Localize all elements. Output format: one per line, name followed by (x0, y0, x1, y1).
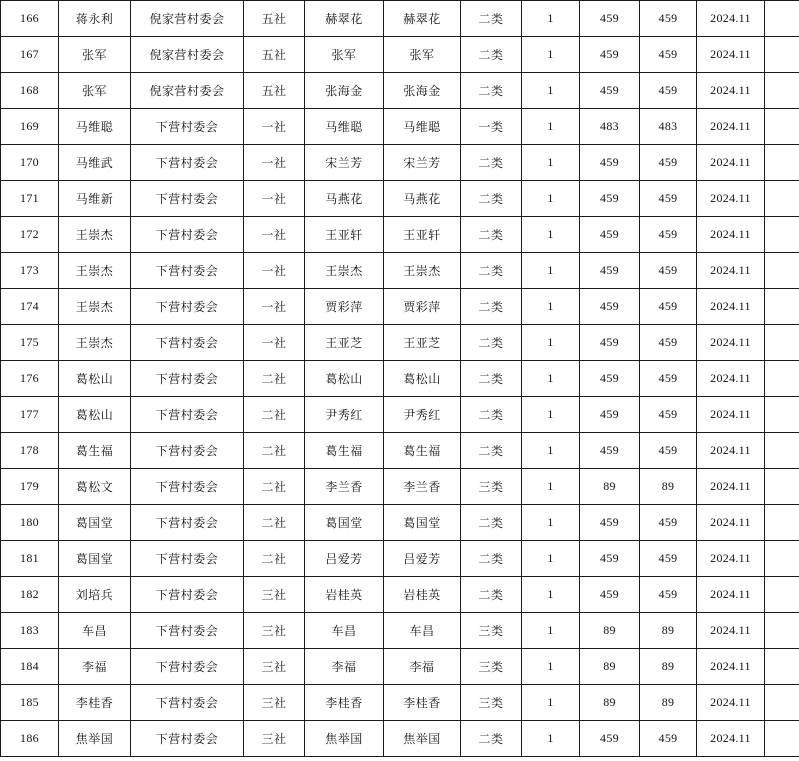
table-row (1, 37, 799, 73)
group-cell: 二社 (244, 397, 305, 433)
household-head-cell: 张军 (59, 37, 131, 73)
group-cell: 三社 (244, 577, 305, 613)
category-cell: 二类 (461, 361, 522, 397)
issued-amount-cell: 459 (640, 217, 697, 253)
remarks-cell (765, 541, 799, 577)
recipient-name-cell: 李桂香 (305, 685, 384, 721)
standard-amount-cell: 459 (580, 397, 640, 433)
remarks-cell (765, 1, 799, 37)
account-holder-cell: 李桂香 (384, 685, 461, 721)
remarks-cell (765, 505, 799, 541)
table-row (1, 649, 799, 685)
issued-amount-cell: 459 (640, 253, 697, 289)
remarks-cell (765, 685, 799, 721)
table-row (1, 721, 799, 757)
remarks-cell (765, 145, 799, 181)
household-head-cell: 王崇杰 (59, 289, 131, 325)
person-count-cell: 1 (522, 541, 580, 577)
issued-amount-cell: 89 (640, 685, 697, 721)
issued-amount-cell: 459 (640, 505, 697, 541)
account-holder-cell: 王亚芝 (384, 325, 461, 361)
table-row (1, 181, 799, 217)
account-holder-cell: 尹秀红 (384, 397, 461, 433)
row-number-cell: 166 (1, 1, 59, 37)
row-number-cell: 176 (1, 361, 59, 397)
issued-amount-cell: 459 (640, 181, 697, 217)
remarks-cell (765, 433, 799, 469)
row-number-cell: 173 (1, 253, 59, 289)
group-cell: 二社 (244, 433, 305, 469)
table-row (1, 541, 799, 577)
account-holder-cell: 吕爱芳 (384, 541, 461, 577)
account-holder-cell: 王崇杰 (384, 253, 461, 289)
household-head-cell: 葛生福 (59, 433, 131, 469)
recipient-name-cell: 马燕花 (305, 181, 384, 217)
village-committee-cell: 倪家营村委会 (131, 37, 244, 73)
group-cell: 一社 (244, 289, 305, 325)
issued-amount-cell: 459 (640, 397, 697, 433)
group-cell: 五社 (244, 37, 305, 73)
group-cell: 五社 (244, 73, 305, 109)
table-row (1, 397, 799, 433)
group-cell: 三社 (244, 613, 305, 649)
table-row (1, 325, 799, 361)
period-cell: 2024.11 (697, 649, 765, 685)
person-count-cell: 1 (522, 397, 580, 433)
person-count-cell: 1 (522, 325, 580, 361)
standard-amount-cell: 459 (580, 721, 640, 757)
group-cell: 二社 (244, 469, 305, 505)
person-count-cell: 1 (522, 181, 580, 217)
account-holder-cell: 贾彩萍 (384, 289, 461, 325)
remarks-cell (765, 37, 799, 73)
standard-amount-cell: 89 (580, 685, 640, 721)
account-holder-cell: 马燕花 (384, 181, 461, 217)
group-cell: 一社 (244, 253, 305, 289)
table-row (1, 73, 799, 109)
recipient-name-cell: 葛国堂 (305, 505, 384, 541)
account-holder-cell: 张军 (384, 37, 461, 73)
village-committee-cell: 下营村委会 (131, 217, 244, 253)
table-row (1, 253, 799, 289)
account-holder-cell: 李兰香 (384, 469, 461, 505)
standard-amount-cell: 459 (580, 1, 640, 37)
category-cell: 二类 (461, 1, 522, 37)
remarks-cell (765, 469, 799, 505)
recipient-name-cell: 尹秀红 (305, 397, 384, 433)
category-cell: 二类 (461, 253, 522, 289)
standard-amount-cell: 89 (580, 469, 640, 505)
account-holder-cell: 葛生福 (384, 433, 461, 469)
account-holder-cell: 张海金 (384, 73, 461, 109)
row-number-cell: 177 (1, 397, 59, 433)
person-count-cell: 1 (522, 721, 580, 757)
row-number-cell: 172 (1, 217, 59, 253)
village-committee-cell: 下营村委会 (131, 613, 244, 649)
row-number-cell: 181 (1, 541, 59, 577)
remarks-cell (765, 577, 799, 613)
group-cell: 一社 (244, 325, 305, 361)
account-holder-cell: 王亚轩 (384, 217, 461, 253)
village-committee-cell: 下营村委会 (131, 469, 244, 505)
period-cell: 2024.11 (697, 433, 765, 469)
account-holder-cell: 焦举国 (384, 721, 461, 757)
recipient-name-cell: 吕爱芳 (305, 541, 384, 577)
village-committee-cell: 下营村委会 (131, 145, 244, 181)
group-cell: 一社 (244, 217, 305, 253)
remarks-cell (765, 217, 799, 253)
standard-amount-cell: 459 (580, 145, 640, 181)
category-cell: 二类 (461, 37, 522, 73)
table-row (1, 577, 799, 613)
period-cell: 2024.11 (697, 397, 765, 433)
category-cell: 三类 (461, 613, 522, 649)
household-head-cell: 王崇杰 (59, 325, 131, 361)
person-count-cell: 1 (522, 577, 580, 613)
period-cell: 2024.11 (697, 541, 765, 577)
table-row (1, 1, 799, 37)
category-cell: 一类 (461, 109, 522, 145)
village-committee-cell: 下营村委会 (131, 685, 244, 721)
village-committee-cell: 下营村委会 (131, 109, 244, 145)
group-cell: 一社 (244, 181, 305, 217)
recipient-name-cell: 王崇杰 (305, 253, 384, 289)
household-head-cell: 马维武 (59, 145, 131, 181)
recipient-name-cell: 焦举国 (305, 721, 384, 757)
issued-amount-cell: 89 (640, 613, 697, 649)
village-committee-cell: 下营村委会 (131, 649, 244, 685)
village-committee-cell: 下营村委会 (131, 361, 244, 397)
table-row (1, 145, 799, 181)
recipient-name-cell: 赫翠花 (305, 1, 384, 37)
issued-amount-cell: 459 (640, 73, 697, 109)
row-number-cell: 184 (1, 649, 59, 685)
person-count-cell: 1 (522, 433, 580, 469)
account-holder-cell: 车昌 (384, 613, 461, 649)
recipient-name-cell: 贾彩萍 (305, 289, 384, 325)
row-number-cell: 175 (1, 325, 59, 361)
person-count-cell: 1 (522, 289, 580, 325)
issued-amount-cell: 459 (640, 721, 697, 757)
group-cell: 三社 (244, 685, 305, 721)
standard-amount-cell: 459 (580, 577, 640, 613)
recipient-name-cell: 葛生福 (305, 433, 384, 469)
recipient-name-cell: 李福 (305, 649, 384, 685)
row-number-cell: 170 (1, 145, 59, 181)
standard-amount-cell: 459 (580, 253, 640, 289)
remarks-cell (765, 325, 799, 361)
account-holder-cell: 岩桂英 (384, 577, 461, 613)
person-count-cell: 1 (522, 361, 580, 397)
recipient-name-cell: 马维聪 (305, 109, 384, 145)
period-cell: 2024.11 (697, 505, 765, 541)
remarks-cell (765, 649, 799, 685)
category-cell: 二类 (461, 505, 522, 541)
table-row (1, 433, 799, 469)
household-head-cell: 焦举国 (59, 721, 131, 757)
issued-amount-cell: 459 (640, 1, 697, 37)
village-committee-cell: 下营村委会 (131, 577, 244, 613)
category-cell: 三类 (461, 685, 522, 721)
group-cell: 三社 (244, 721, 305, 757)
household-head-cell: 葛松文 (59, 469, 131, 505)
category-cell: 二类 (461, 325, 522, 361)
issued-amount-cell: 459 (640, 541, 697, 577)
standard-amount-cell: 459 (580, 541, 640, 577)
standard-amount-cell: 89 (580, 613, 640, 649)
period-cell: 2024.11 (697, 37, 765, 73)
issued-amount-cell: 459 (640, 289, 697, 325)
category-cell: 二类 (461, 577, 522, 613)
household-head-cell: 刘培兵 (59, 577, 131, 613)
remarks-cell (765, 181, 799, 217)
row-number-cell: 167 (1, 37, 59, 73)
category-cell: 三类 (461, 469, 522, 505)
period-cell: 2024.11 (697, 613, 765, 649)
group-cell: 三社 (244, 649, 305, 685)
table-row (1, 217, 799, 253)
category-cell: 二类 (461, 181, 522, 217)
person-count-cell: 1 (522, 685, 580, 721)
roster-body (1, 1, 799, 757)
standard-amount-cell: 459 (580, 433, 640, 469)
household-head-cell: 王崇杰 (59, 253, 131, 289)
standard-amount-cell: 459 (580, 217, 640, 253)
row-number-cell: 186 (1, 721, 59, 757)
person-count-cell: 1 (522, 253, 580, 289)
village-committee-cell: 下营村委会 (131, 433, 244, 469)
row-number-cell: 178 (1, 433, 59, 469)
table-row (1, 289, 799, 325)
person-count-cell: 1 (522, 37, 580, 73)
row-number-cell: 182 (1, 577, 59, 613)
category-cell: 二类 (461, 145, 522, 181)
household-head-cell: 葛国堂 (59, 505, 131, 541)
remarks-cell (765, 613, 799, 649)
village-committee-cell: 下营村委会 (131, 397, 244, 433)
standard-amount-cell: 459 (580, 181, 640, 217)
category-cell: 二类 (461, 433, 522, 469)
issued-amount-cell: 89 (640, 649, 697, 685)
period-cell: 2024.11 (697, 217, 765, 253)
standard-amount-cell: 459 (580, 289, 640, 325)
group-cell: 二社 (244, 541, 305, 577)
category-cell: 二类 (461, 397, 522, 433)
account-holder-cell: 葛国堂 (384, 505, 461, 541)
village-committee-cell: 下营村委会 (131, 289, 244, 325)
category-cell: 二类 (461, 73, 522, 109)
person-count-cell: 1 (522, 613, 580, 649)
account-holder-cell: 李福 (384, 649, 461, 685)
table-row (1, 505, 799, 541)
row-number-cell: 180 (1, 505, 59, 541)
row-number-cell: 174 (1, 289, 59, 325)
group-cell: 一社 (244, 145, 305, 181)
period-cell: 2024.11 (697, 685, 765, 721)
issued-amount-cell: 459 (640, 325, 697, 361)
group-cell: 二社 (244, 505, 305, 541)
household-head-cell: 葛松山 (59, 361, 131, 397)
row-number-cell: 179 (1, 469, 59, 505)
period-cell: 2024.11 (697, 145, 765, 181)
remarks-cell (765, 721, 799, 757)
person-count-cell: 1 (522, 469, 580, 505)
village-committee-cell: 下营村委会 (131, 505, 244, 541)
person-count-cell: 1 (522, 217, 580, 253)
standard-amount-cell: 459 (580, 505, 640, 541)
village-committee-cell: 下营村委会 (131, 325, 244, 361)
standard-amount-cell: 483 (580, 109, 640, 145)
person-count-cell: 1 (522, 145, 580, 181)
recipient-name-cell: 岩桂英 (305, 577, 384, 613)
standard-amount-cell: 459 (580, 73, 640, 109)
household-head-cell: 李桂香 (59, 685, 131, 721)
recipient-name-cell: 车昌 (305, 613, 384, 649)
recipient-name-cell: 葛松山 (305, 361, 384, 397)
issued-amount-cell: 89 (640, 469, 697, 505)
recipient-name-cell: 张海金 (305, 73, 384, 109)
issued-amount-cell: 459 (640, 37, 697, 73)
remarks-cell (765, 397, 799, 433)
remarks-cell (765, 361, 799, 397)
issued-amount-cell: 459 (640, 361, 697, 397)
village-committee-cell: 下营村委会 (131, 181, 244, 217)
remarks-cell (765, 253, 799, 289)
period-cell: 2024.11 (697, 469, 765, 505)
row-number-cell: 183 (1, 613, 59, 649)
person-count-cell: 1 (522, 1, 580, 37)
period-cell: 2024.11 (697, 325, 765, 361)
person-count-cell: 1 (522, 109, 580, 145)
account-holder-cell: 宋兰芳 (384, 145, 461, 181)
standard-amount-cell: 459 (580, 325, 640, 361)
village-committee-cell: 下营村委会 (131, 721, 244, 757)
recipient-name-cell: 宋兰芳 (305, 145, 384, 181)
group-cell: 二社 (244, 361, 305, 397)
period-cell: 2024.11 (697, 577, 765, 613)
row-number-cell: 169 (1, 109, 59, 145)
household-head-cell: 蒋永利 (59, 1, 131, 37)
household-head-cell: 葛松山 (59, 397, 131, 433)
category-cell: 三类 (461, 649, 522, 685)
remarks-cell (765, 289, 799, 325)
period-cell: 2024.11 (697, 289, 765, 325)
account-holder-cell: 葛松山 (384, 361, 461, 397)
category-cell: 二类 (461, 289, 522, 325)
period-cell: 2024.11 (697, 109, 765, 145)
issued-amount-cell: 459 (640, 145, 697, 181)
row-number-cell: 171 (1, 181, 59, 217)
period-cell: 2024.11 (697, 253, 765, 289)
standard-amount-cell: 459 (580, 361, 640, 397)
village-committee-cell: 下营村委会 (131, 253, 244, 289)
period-cell: 2024.11 (697, 1, 765, 37)
row-number-cell: 185 (1, 685, 59, 721)
household-head-cell: 王崇杰 (59, 217, 131, 253)
period-cell: 2024.11 (697, 721, 765, 757)
category-cell: 二类 (461, 541, 522, 577)
account-holder-cell: 赫翠花 (384, 1, 461, 37)
recipient-name-cell: 王亚轩 (305, 217, 384, 253)
table-row (1, 361, 799, 397)
household-head-cell: 李福 (59, 649, 131, 685)
recipient-name-cell: 张军 (305, 37, 384, 73)
household-head-cell: 葛国堂 (59, 541, 131, 577)
village-committee-cell: 倪家营村委会 (131, 73, 244, 109)
period-cell: 2024.11 (697, 361, 765, 397)
account-holder-cell: 马维聪 (384, 109, 461, 145)
table-row (1, 613, 799, 649)
village-committee-cell: 倪家营村委会 (131, 1, 244, 37)
group-cell: 五社 (244, 1, 305, 37)
group-cell: 一社 (244, 109, 305, 145)
table-row (1, 685, 799, 721)
table-row (1, 469, 799, 505)
household-head-cell: 张军 (59, 73, 131, 109)
standard-amount-cell: 89 (580, 649, 640, 685)
household-head-cell: 马维聪 (59, 109, 131, 145)
recipient-name-cell: 李兰香 (305, 469, 384, 505)
remarks-cell (765, 109, 799, 145)
person-count-cell: 1 (522, 649, 580, 685)
period-cell: 2024.11 (697, 181, 765, 217)
remarks-cell (765, 73, 799, 109)
standard-amount-cell: 459 (580, 37, 640, 73)
village-committee-cell: 下营村委会 (131, 541, 244, 577)
category-cell: 二类 (461, 721, 522, 757)
issued-amount-cell: 483 (640, 109, 697, 145)
household-head-cell: 马维新 (59, 181, 131, 217)
period-cell: 2024.11 (697, 73, 765, 109)
row-number-cell: 168 (1, 73, 59, 109)
household-head-cell: 车昌 (59, 613, 131, 649)
table-row (1, 109, 799, 145)
issued-amount-cell: 459 (640, 433, 697, 469)
issued-amount-cell: 459 (640, 577, 697, 613)
person-count-cell: 1 (522, 73, 580, 109)
category-cell: 二类 (461, 217, 522, 253)
person-count-cell: 1 (522, 505, 580, 541)
recipient-name-cell: 王亚芝 (305, 325, 384, 361)
